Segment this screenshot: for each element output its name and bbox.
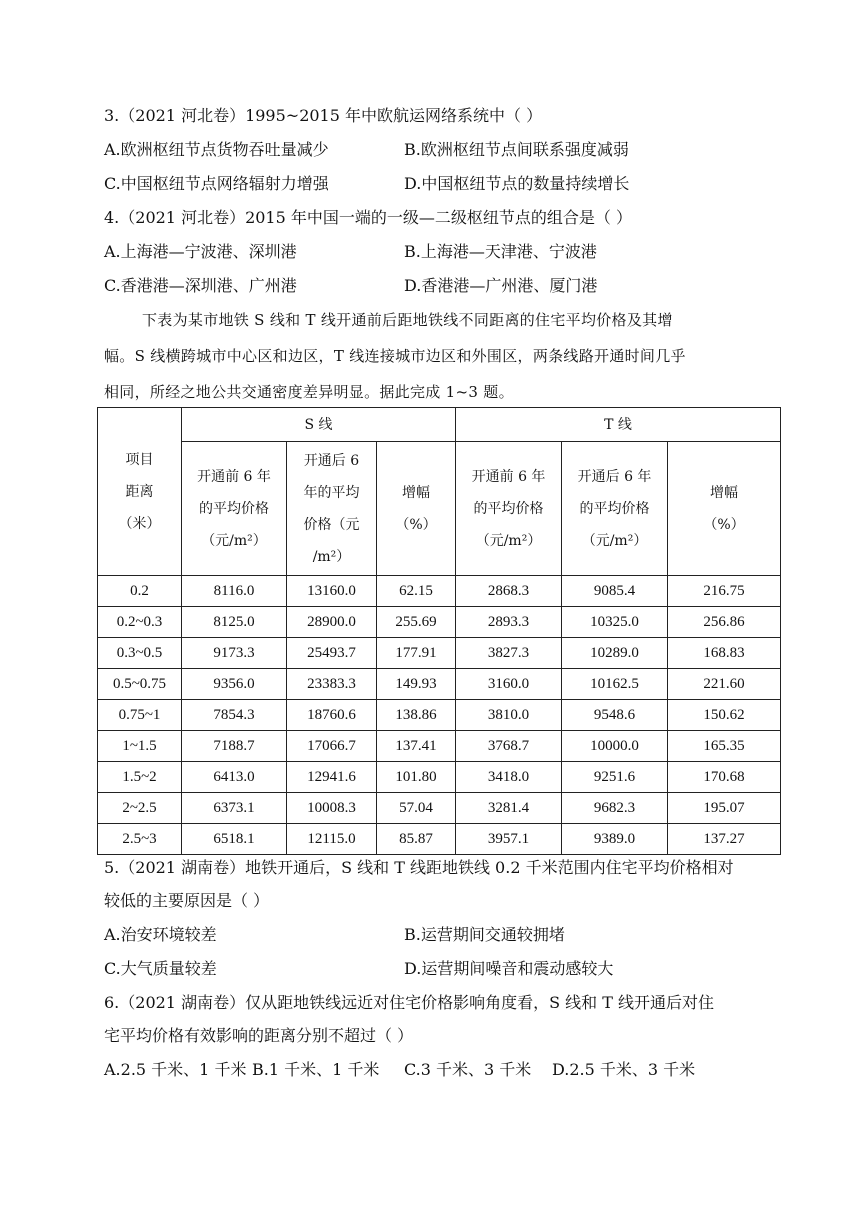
s-after-cell: 12115.0 [287, 824, 377, 855]
table-row [98, 576, 781, 607]
q3-option-d: D.中国枢纽节点的数量持续增长 [404, 174, 630, 193]
s-before-cell: 8125.0 [182, 607, 287, 638]
s-before-cell: 9356.0 [182, 669, 287, 700]
passage-line-2: 幅。S 线横跨城市中心区和边区，T 线连接城市边区和外围区，两条线路开通时间几乎 [104, 347, 686, 365]
q6-stem-line-1: 6.（2021 湖南卷）仅从距地铁线远近对住宅价格影响角度看，S 线和 T 线开通后对住 [104, 993, 714, 1012]
t-growth-cell: 150.62 [668, 700, 781, 731]
row-header-unit: （米） [118, 515, 161, 532]
t-after-cell: 9548.6 [562, 700, 668, 731]
t-growth-cell: 221.60 [668, 669, 781, 700]
q5-option-b: B.运营期间交通较拥堵 [404, 925, 565, 944]
s-growth-cell: 255.69 [377, 607, 456, 638]
row-header-distance: 距离 [125, 483, 154, 500]
s-after-l1: 开通后 6 [303, 452, 360, 469]
t-growth-l2: （%） [703, 516, 745, 533]
t-after-l1: 开通后 6 年 [577, 468, 652, 485]
s-before-l2: 的平均价格 [199, 500, 269, 517]
q4-stem: 4.（2021 河北卷）2015 年中国一端的一级—二级枢纽节点的组合是（ ） [104, 208, 632, 227]
passage [104, 302, 754, 410]
table-row [98, 824, 781, 855]
distance-cell: 0.2 [98, 576, 182, 607]
t-after-header [562, 442, 668, 576]
s-after-cell: 18760.6 [287, 700, 377, 731]
s-growth-cell: 177.91 [377, 638, 456, 669]
t-after-cell: 10325.0 [562, 607, 668, 638]
q5-stem-line-2: 较低的主要原因是（ ） [104, 891, 270, 910]
q5-option-c: C.大气质量较差 [104, 959, 217, 978]
distance-cell: 0.5~0.75 [98, 669, 182, 700]
s-after-l3: 价格（元 [303, 516, 360, 533]
s-before-cell: 7188.7 [182, 731, 287, 762]
t-after-l2: 的平均价格 [579, 500, 650, 517]
table-row [98, 638, 781, 669]
distance-cell: 0.75~1 [98, 700, 182, 731]
s-after-cell: 28900.0 [287, 607, 377, 638]
q3-stem: 3.（2021 河北卷）1995~2015 年中欧航运网络系统中（ ） [104, 106, 543, 125]
table-body [98, 576, 781, 855]
t-growth-cell: 216.75 [668, 576, 781, 607]
t-before-cell: 3768.7 [456, 731, 562, 762]
q6-option-b: B.1 千米、1 千米 [252, 1060, 380, 1079]
t-after-cell: 10289.0 [562, 638, 668, 669]
table-row [98, 793, 781, 824]
s-before-cell: 8116.0 [182, 576, 287, 607]
table-row [98, 669, 781, 700]
s-growth-cell: 149.93 [377, 669, 456, 700]
t-growth-cell: 195.07 [668, 793, 781, 824]
distance-cell: 0.3~0.5 [98, 638, 182, 669]
t-before-cell: 3281.4 [456, 793, 562, 824]
s-growth-cell: 85.87 [377, 824, 456, 855]
s-after-cell: 12941.6 [287, 762, 377, 793]
distance-cell: 1.5~2 [98, 762, 182, 793]
price-table [97, 407, 781, 855]
row-header-item: 项目 [125, 451, 154, 468]
t-before-cell: 3957.1 [456, 824, 562, 855]
t-growth-cell: 165.35 [668, 731, 781, 762]
t-before-cell: 3418.0 [456, 762, 562, 793]
t-after-cell: 10000.0 [562, 731, 668, 762]
s-before-l3: （元/m²） [201, 532, 267, 549]
t-growth-cell: 168.83 [668, 638, 781, 669]
s-before-l1: 开通前 6 年 [197, 468, 271, 485]
t-growth-header [668, 442, 781, 576]
distance-cell: 0.2~0.3 [98, 607, 182, 638]
q6-stem-line-2: 宅平均价格有效影响的距离分别不超过（ ） [104, 1026, 414, 1045]
s-line-header: S 线 [182, 408, 456, 442]
t-before-header [456, 442, 562, 576]
s-after-l2: 年的平均 [303, 484, 360, 501]
q3-option-a: A.欧洲枢纽节点货物吞吐量减少 [104, 140, 329, 159]
t-before-cell: 2893.3 [456, 607, 562, 638]
t-growth-l1: 增幅 [710, 484, 739, 501]
t-before-cell: 3810.0 [456, 700, 562, 731]
t-after-cell: 10162.5 [562, 669, 668, 700]
q4-option-a: A.上海港—宁波港、深圳港 [104, 242, 297, 261]
q3-option-b: B.欧洲枢纽节点间联系强度减弱 [404, 140, 629, 159]
q5-option-d: D.运营期间噪音和震动感较大 [404, 959, 614, 978]
passage-line-3: 相同，所经之地公共交通密度差异明显。据此完成 1~3 题。 [104, 383, 514, 401]
s-after-cell: 23383.3 [287, 669, 377, 700]
table-row [98, 607, 781, 638]
q4-option-d: D.香港港—广州港、厦门港 [404, 276, 598, 295]
s-after-header [287, 442, 377, 576]
s-growth-header [377, 442, 456, 576]
s-after-l4: /m²） [312, 548, 351, 565]
t-line-header: T 线 [456, 408, 781, 442]
q4-option-b: B.上海港—天津港、宁波港 [404, 242, 597, 261]
table-row [98, 731, 781, 762]
q5-option-a: A.治安环境较差 [104, 925, 217, 944]
t-before-cell: 3160.0 [456, 669, 562, 700]
s-before-header [182, 442, 287, 576]
table-row [98, 700, 781, 731]
table-row [98, 762, 781, 793]
t-growth-cell: 256.86 [668, 607, 781, 638]
t-before-l2: 的平均价格 [473, 500, 544, 517]
s-growth-cell: 57.04 [377, 793, 456, 824]
s-before-cell: 7854.3 [182, 700, 287, 731]
s-after-cell: 17066.7 [287, 731, 377, 762]
t-before-cell: 3827.3 [456, 638, 562, 669]
distance-cell: 2~2.5 [98, 793, 182, 824]
t-after-cell: 9085.4 [562, 576, 668, 607]
s-after-cell: 25493.7 [287, 638, 377, 669]
q6-option-c: C.3 千米、3 千米 [404, 1060, 532, 1079]
t-after-l3: （元/m²） [581, 532, 648, 549]
q6-option-d: D.2.5 千米、3 千米 [552, 1060, 696, 1079]
s-growth-cell: 101.80 [377, 762, 456, 793]
s-growth-cell: 138.86 [377, 700, 456, 731]
q3-option-c: C.中国枢纽节点网络辐射力增强 [104, 174, 329, 193]
s-growth-l1: 增幅 [402, 484, 431, 501]
s-before-cell: 6518.1 [182, 824, 287, 855]
t-before-cell: 2868.3 [456, 576, 562, 607]
q5-stem-line-1: 5.（2021 湖南卷）地铁开通后，S 线和 T 线距地铁线 0.2 千米范围内住宅平均价格相对 [104, 858, 734, 877]
s-before-cell: 9173.3 [182, 638, 287, 669]
s-growth-cell: 137.41 [377, 731, 456, 762]
t-after-cell: 9682.3 [562, 793, 668, 824]
s-before-cell: 6413.0 [182, 762, 287, 793]
t-growth-cell: 137.27 [668, 824, 781, 855]
s-after-cell: 13160.0 [287, 576, 377, 607]
s-growth-cell: 62.15 [377, 576, 456, 607]
distance-cell: 1~1.5 [98, 731, 182, 762]
distance-cell: 2.5~3 [98, 824, 182, 855]
s-growth-l2: （%） [395, 516, 437, 533]
t-before-l3: （元/m²） [475, 532, 542, 549]
s-before-cell: 6373.1 [182, 793, 287, 824]
q6-option-a: A.2.5 千米、1 千米 [104, 1060, 247, 1079]
row-header-cell [98, 408, 182, 576]
s-after-cell: 10008.3 [287, 793, 377, 824]
t-after-cell: 9251.6 [562, 762, 668, 793]
passage-line-1: 下表为某市地铁 S 线和 T 线开通前后距地铁线不同距离的住宅平均价格及其增 [142, 311, 673, 329]
q4-option-c: C.香港港—深圳港、广州港 [104, 276, 297, 295]
t-growth-cell: 170.68 [668, 762, 781, 793]
t-before-l1: 开通前 6 年 [471, 468, 546, 485]
t-after-cell: 9389.0 [562, 824, 668, 855]
